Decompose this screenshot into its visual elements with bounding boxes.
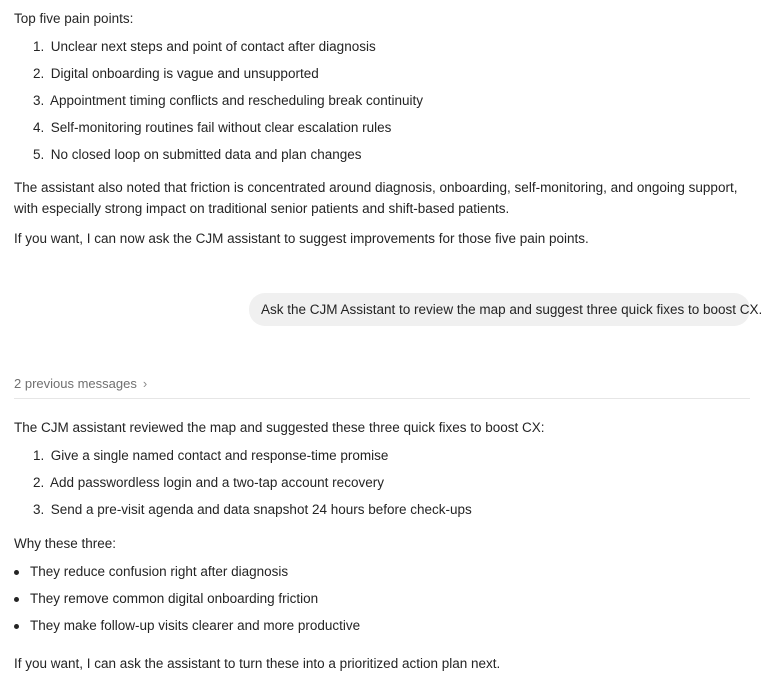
bullet-icon — [14, 597, 19, 602]
list-item-text: Appointment timing conflicts and rescheduling break continuity — [50, 93, 423, 108]
list-item-text: Unclear next steps and point of contact after diagnosis — [50, 39, 376, 54]
list-number: 2. — [33, 475, 45, 490]
list-item — [33, 92, 423, 110]
list-number: 3. — [33, 93, 45, 108]
previous-messages-label: 2 previous messages — [14, 376, 137, 391]
list-item — [33, 447, 388, 465]
user-message-bubble: Ask the CJM Assistant to review the map and suggest three quick fixes to boost CX. — [249, 293, 750, 326]
list-number: 5. — [33, 147, 45, 162]
list-number: 1. — [33, 448, 45, 463]
improvement-offer: If you want, I can now ask the CJM assistant to suggest improvements for those five pain points. — [14, 231, 589, 246]
quick-fixes-intro: The CJM assistant reviewed the map and suggested these three quick fixes to boost CX: — [14, 420, 545, 435]
list-item — [33, 474, 384, 492]
list-item-text: Digital onboarding is vague and unsupported — [50, 66, 319, 81]
list-number: 3. — [33, 502, 45, 517]
list-item — [33, 38, 376, 56]
divider — [14, 398, 750, 399]
list-item — [33, 146, 361, 164]
list-number: 1. — [33, 39, 45, 54]
why-heading: Why these three: — [14, 536, 117, 551]
list-item-text: Self-monitoring routines fail without clear escalation rules — [50, 120, 392, 135]
list-item — [33, 119, 391, 137]
bullet-item: They reduce confusion right after diagnosis — [30, 564, 289, 579]
bullet-item: They make follow-up visits clearer and more productive — [30, 618, 361, 633]
list-item-text: Send a pre-visit agenda and data snapshot 24 hours before check-ups — [50, 502, 472, 517]
action-plan-offer: If you want, I can ask the assistant to turn these into a prioritized action plan next. — [14, 656, 501, 671]
list-item-text: Add passwordless login and a two-tap account recovery — [50, 475, 384, 490]
friction-note: The assistant also noted that friction is concentrated around diagnosis, onboarding, self-monitoring, and ongoing support, with especially strong impact on traditional senior patients and shift-based patients. — [14, 180, 738, 216]
list-number: 2. — [33, 66, 45, 81]
bullet-item: They remove common digital onboarding friction — [30, 591, 319, 606]
previous-messages-toggle[interactable] — [14, 375, 147, 393]
list-item-text: Give a single named contact and response-time promise — [50, 448, 389, 463]
list-item — [33, 65, 319, 83]
list-number: 4. — [33, 120, 45, 135]
list-item — [33, 501, 472, 519]
pain-points-heading: Top five pain points: — [14, 11, 134, 26]
chevron-right-icon: › — [142, 376, 148, 391]
bullet-icon — [14, 570, 19, 575]
list-item-text: No closed loop on submitted data and plan changes — [50, 147, 362, 162]
bullet-icon — [14, 624, 19, 629]
